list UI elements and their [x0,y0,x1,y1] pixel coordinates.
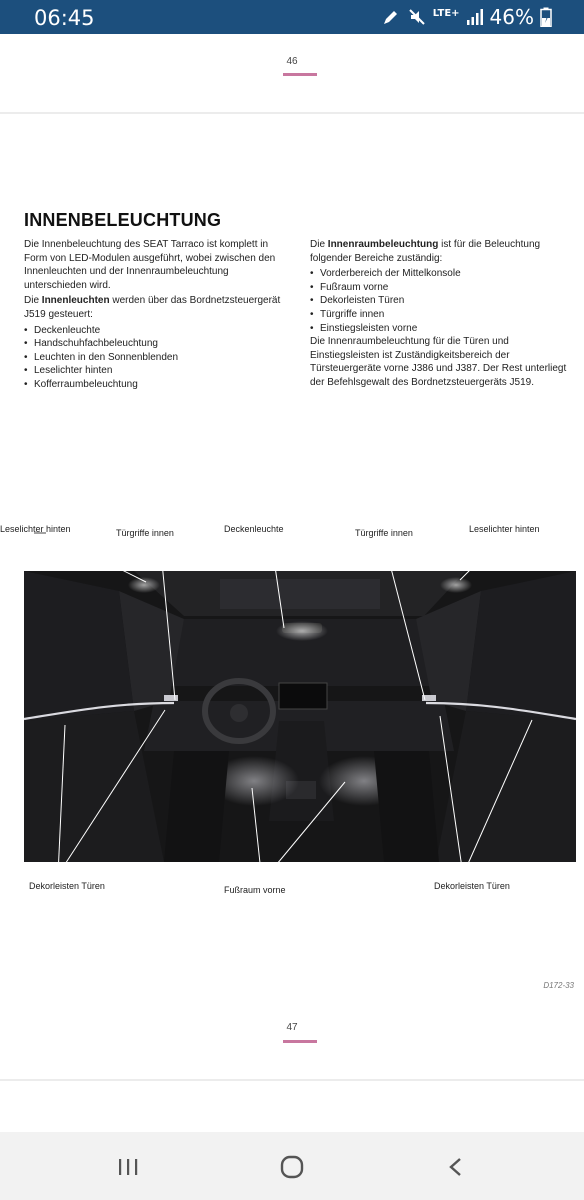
page-divider-bottom [0,1079,584,1081]
home-button[interactable] [272,1152,312,1182]
paragraph-text: werden über das Bordnetzsteuergerät J519 gesteuert: [24,295,281,320]
label-reading-light-right: Leselichter hinten [469,524,540,534]
paragraph-text: Die [24,295,42,307]
network-type: LTE+ [432,8,460,19]
paragraph-text: ist für die Beleuchtung folgender Bereiche zuständig: [310,239,541,264]
battery-charging-icon [540,7,552,27]
signal-icon [466,8,484,26]
mute-icon [407,7,427,27]
list-item: • Deckenleuchte [24,324,286,338]
paragraph-text: Die [310,239,328,250]
door-control-paragraph: Die Innenraumbeleuchtung für die Türen und Einstiegsleisten ist Zuständigkeitsbereich der Türsteuergeräte vorne J386 und J387. Der Rest unterliegt der Befehlsgewalt des Bordnetzsteuergeräts J519. [310,336,567,388]
page-divider-top [0,112,584,114]
section-title: INNENBELEUCHTUNG [24,210,222,230]
callout-lines [0,520,584,900]
label-door-handle-right: Türgriffe innen [355,528,413,538]
innenraum-list [310,267,572,335]
label-door-trim-left: Dekorleisten Türen [29,881,105,891]
innenraum-paragraph [310,238,572,265]
navigation-bar [0,1132,584,1200]
list-item: • Einstiegsleisten vorne [310,322,572,336]
back-icon [445,1156,467,1178]
innenleuchten-paragraph [24,294,286,321]
list-item: • Vorderbereich der Mittelkonsole [310,267,572,281]
list-item: • Kofferraumbeleuchtung [24,378,286,392]
label-ceiling-light: Deckenleuchte [224,524,284,534]
list-item: • Leuchten in den Sonnenblenden [24,351,286,365]
recent-apps-icon [117,1156,139,1178]
recent-apps-button[interactable] [108,1152,148,1182]
figure-code: D172-33 [543,981,574,990]
bold-term: Innenleuchten [41,295,110,307]
left-column [24,238,286,392]
label-door-trim-right: Dekorleisten Türen [434,881,510,891]
page-accent-bar-top [283,73,317,76]
right-column [310,238,572,392]
status-icons [381,5,552,29]
page-accent-bar-bottom [283,1040,317,1043]
innenleuchten-list [24,324,286,392]
status-bar [0,0,584,34]
list-item: • Leselichter hinten [24,364,286,378]
list-item: • Dekorleisten Türen [310,294,572,308]
list-item: • Türgriffe innen [310,308,572,322]
back-button[interactable] [436,1152,476,1182]
list-item: • Handschuhfachbeleuchtung [24,337,286,351]
label-reading-light-left: Leselichter hinten [0,524,71,534]
bold-term: Innenraumbeleuchtung [327,239,439,250]
intro-paragraph: Die Innenbeleuchtung des SEAT Tarraco ist komplett in Form von LED-Modulen ausgeführt, wobei zwischen den Innenleuchten und der Innenraumbeleuchtung unterschieden wird. [24,239,276,291]
home-icon [279,1154,305,1180]
status-time: 06:45 [34,6,95,30]
page-number-bottom: 47 [286,1022,298,1033]
list-item: • Fußraum vorne [310,281,572,295]
label-door-handle-left: Türgriffe innen [116,528,174,538]
interior-figure [0,520,584,900]
label-footwell: Fußraum vorne [224,885,286,895]
page-number-top: 46 [286,56,298,67]
pen-icon [381,7,401,27]
battery-percent: 46% [489,5,534,29]
